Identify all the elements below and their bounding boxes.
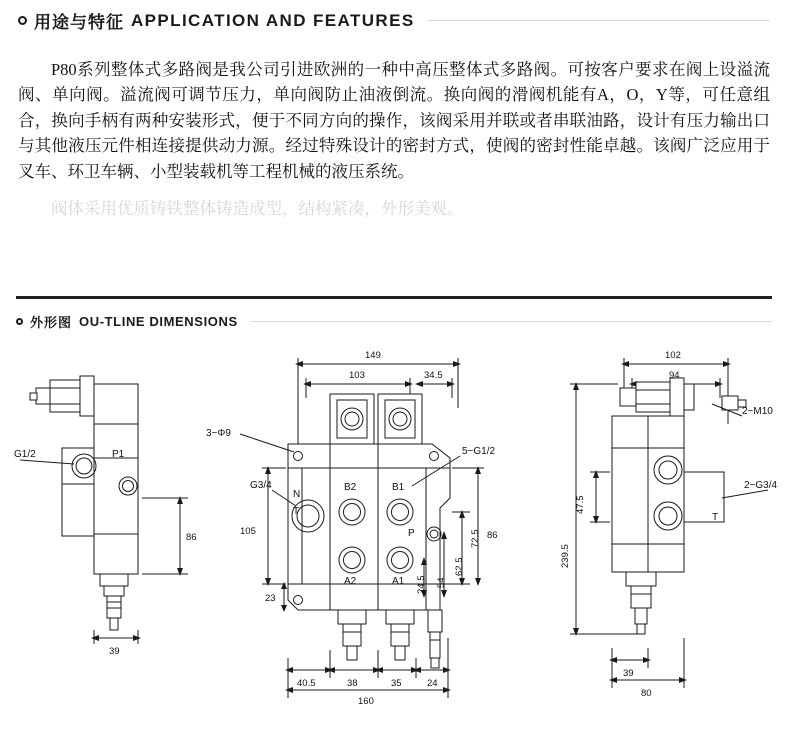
label-34-5: 34.5 bbox=[424, 370, 443, 381]
label-p1: P1 bbox=[112, 449, 125, 460]
label-39-right: 39 bbox=[623, 668, 634, 679]
label-239-5: 239.5 bbox=[560, 544, 571, 568]
label-a2: A2 bbox=[344, 576, 357, 587]
header-rule bbox=[428, 20, 770, 21]
left-view-geometry bbox=[20, 376, 188, 644]
outline-title-cn: 外形图 bbox=[30, 315, 73, 330]
outline-drawing bbox=[0, 338, 790, 748]
label-47-5: 47.5 bbox=[575, 495, 586, 514]
label-g34: G3/4 bbox=[250, 480, 272, 491]
label-38: 38 bbox=[347, 678, 358, 689]
label-b2: B2 bbox=[344, 482, 357, 493]
label-b1: B1 bbox=[392, 482, 405, 493]
features-paragraph: P80系列整体式多路阀是我公司引进欧洲的一种中高压整体式多路阀。可按客户要求在阀上设溢流阀、单向阀。溢流阀可调节压力，单向阀防止油液倒流。换向阀的滑阀机能有A，O，Y等，可任意组合，换向手柄有两种安装形式，便于不同方向的操作，该阀采用并联或者串联油路，设计有压力输出口与其他液压元件相连接提供动力源。经过特殊设计的密封方式，使阀的密封性能卓越。该阀广泛应用于叉车、环卫车辆、小型装载机等工程机械的液压系统。 bbox=[18, 59, 770, 181]
faded-text-line: 阀体采用优质铸铁整体铸造成型，结构紧凑，外形美观。 bbox=[51, 199, 464, 218]
label-24-5: 24.5 bbox=[416, 575, 427, 594]
label-g12: G1/2 bbox=[14, 449, 36, 460]
label-39-left: 39 bbox=[109, 646, 120, 657]
label-62-5: 62.5 bbox=[454, 557, 465, 576]
label-23: 23 bbox=[265, 593, 276, 604]
label-5-g12: 5−G1/2 bbox=[462, 446, 496, 457]
label-2-g34: 2−G3/4 bbox=[744, 480, 778, 491]
features-title-en: APPLICATION AND FEATURES bbox=[131, 10, 415, 30]
label-103: 103 bbox=[349, 370, 365, 381]
label-149: 149 bbox=[365, 350, 381, 361]
label-86-left: 86 bbox=[186, 532, 197, 543]
label-160: 160 bbox=[358, 696, 374, 707]
label-102: 102 bbox=[665, 350, 681, 361]
label-24: 24 bbox=[427, 678, 438, 689]
bullet-dot-icon bbox=[16, 318, 23, 325]
label-a1: A1 bbox=[392, 576, 405, 587]
label-72-5: 72.5 bbox=[470, 529, 481, 548]
section-header-outline bbox=[16, 312, 772, 331]
features-title-cn: 用途与特征 bbox=[34, 13, 124, 32]
label-n: N bbox=[293, 489, 301, 500]
middle-view-geometry bbox=[240, 358, 484, 698]
label-80: 80 bbox=[641, 688, 652, 699]
label-94: 94 bbox=[669, 370, 680, 381]
header-rule bbox=[251, 321, 772, 322]
label-35: 35 bbox=[391, 678, 402, 689]
label-t-right: T bbox=[712, 512, 719, 523]
label-t-mid: T bbox=[293, 506, 300, 517]
label-p: P bbox=[408, 528, 415, 539]
label-2-m10: 2−M10 bbox=[742, 406, 773, 417]
outline-title-en: OU-TLINE DIMENSIONS bbox=[79, 314, 238, 329]
label-86-mid: 86 bbox=[487, 530, 498, 541]
section-divider bbox=[16, 296, 772, 299]
bullet-dot-icon bbox=[18, 16, 27, 25]
right-view-geometry bbox=[570, 358, 768, 688]
label-54: 54 bbox=[436, 577, 447, 588]
label-3-phi9: 3−Φ9 bbox=[206, 428, 231, 439]
section-header-features bbox=[18, 8, 770, 33]
label-105: 105 bbox=[240, 526, 256, 537]
label-40-5: 40.5 bbox=[297, 678, 316, 689]
